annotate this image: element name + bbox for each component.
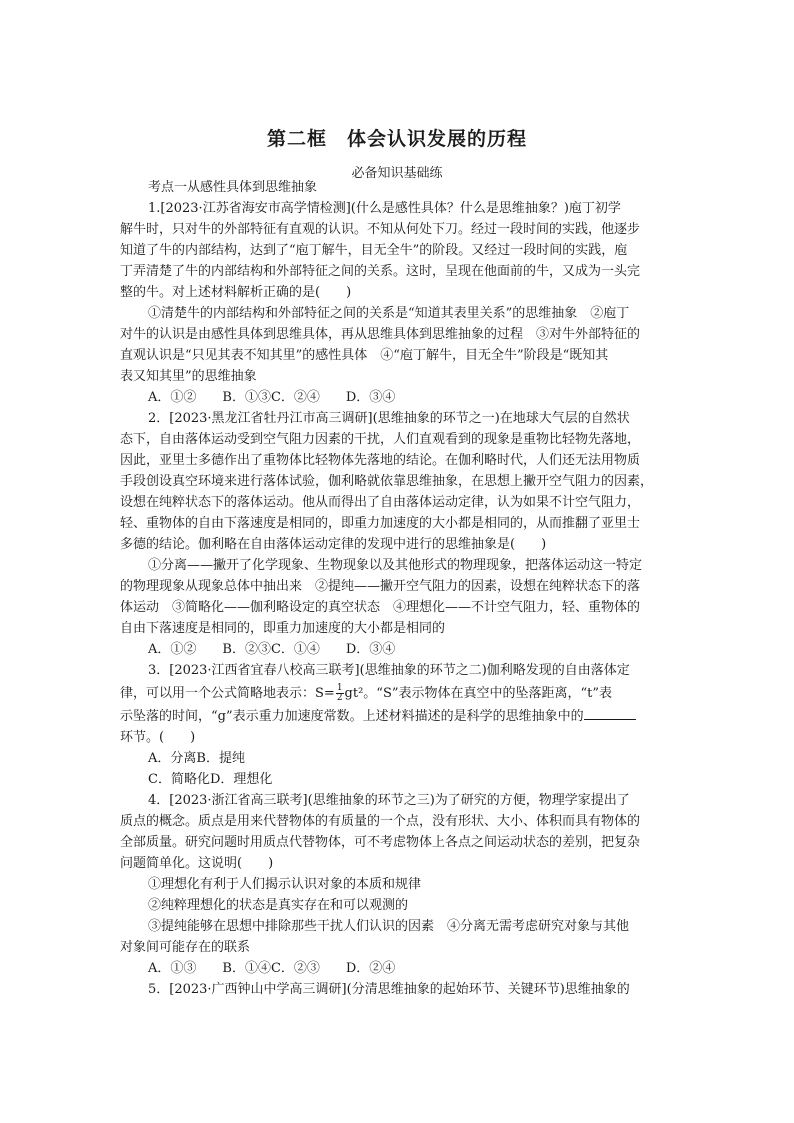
q1-line-3: 知道了牛的内部结构，达到了“庖丁解牛，目无全牛”的阶段。又经过一段时间的实践，庖: [120, 243, 628, 258]
q4-choices: A．①③ B．①④C．②③ D．②④: [148, 961, 396, 976]
q3-line-2-end: gt²。“S”表示物体在真空中的坠落距离，“t”表: [344, 686, 613, 701]
q2-line-2: 态下，自由落体运动受到空气阻力因素的干扰，人们直观看到的现象是重物比轻物先落地，: [120, 432, 641, 447]
q2-line-3: 因此，亚里士多德作出了重物体比轻物体先落地的结论。在伽利略时代，人们还无法用物质: [120, 453, 641, 468]
q2-line-6: 轻、重物体的自由下落速度是相同的，即重力加速度的大小都是相同的，从而推翻了亚里士: [120, 516, 641, 531]
q4-line-2: 质点的概念。质点是用来代替物体的有质量的一个点，没有形状、大小、体积而具有物体的: [120, 814, 641, 829]
q1-option-line-2: 对牛的认识是由感性具体到思维具体，再从思维具体到思维抽象的过程 ③对牛外部特征的: [120, 327, 641, 342]
q4-line-1: 4．[2023·浙江省高三联考](思维抽象的环节之三)为了研究的方便，物理学家提出了: [148, 793, 630, 808]
q2-option-line-4: 自由下落速度是相同的，即重力加速度的大小都是相同的: [120, 621, 446, 636]
q4-line-4: 问题简单化。这说明( ): [120, 856, 274, 871]
q2-line-4: 手段创设真空环境来进行落体试验，伽利略就依靠思维抽象，在思想上撇开空气阻力的因素，: [120, 474, 654, 489]
q2-option-line-2: 的物理现象从现象总体中抽出来 ②提纯——撇开空气阻力的因素，设想在纯粹状态下的落: [120, 579, 641, 594]
q2-line-1: 2．[2023·黑龙江省牡丹江市高三调研](思维抽象的环节之一)在地球大气层的自然状: [148, 411, 630, 426]
q3-line-3-text: 示坠落的时间，“g”表示重力加速度常数。上述材料描述的是科学的思维抽象中的: [120, 709, 584, 724]
q1-option-line-4: 表又知其里”的思维抽象: [120, 369, 257, 384]
q2-line-7: 多德的结论。伽利略在自由落体运动定律的发现中进行的思维抽象是( ): [120, 537, 547, 552]
answer-blank: [584, 707, 636, 720]
q1-line-1: 1.[2023·江苏省海安市高学情检测](什么是感性具体？什么是思维抽象？)庖丁初学: [148, 201, 621, 216]
section-heading: 考点一从感性具体到思维抽象: [148, 180, 318, 195]
q1-option-line-3: 直观认识是“只见其表不知其里”的感性具体 ④“庖丁解牛，目无全牛”阶段是“既知其: [120, 348, 609, 363]
page-subtitle: 必备知识基础练: [351, 166, 443, 181]
q1-line-5: 整的牛。对上述材料解析正确的是( ): [120, 285, 352, 300]
q4-option-line-3: ③提纯能够在思想中排除那些干扰人们认识的因素 ④分离无需考虑研究对象与其他: [148, 919, 630, 934]
q2-line-5: 设想在纯粹状态下的落体运动。他从而得出了自由落体运动定律，认为如果不计空气阻力，: [120, 495, 641, 510]
page-title: 第二框 体会认识发展的历程: [266, 128, 527, 150]
q3-line-4: 环节。( ): [120, 730, 196, 745]
q3-choices-2: C．简略化D．理想化: [148, 772, 273, 787]
q5-line-1: 5．[2023·广西钟山中学高三调研](分清思维抽象的起始环节、关键环节)思维抽象的: [148, 982, 630, 997]
q1-line-2: 解牛时，只对牛的外部特征有直观的认识。不知从何处下刀。经过一段时间的实践，他逐步: [120, 222, 641, 237]
q3-line-3: [120, 707, 676, 727]
q2-choices: A．①② B．②③C．①④ D．③④: [148, 642, 396, 657]
fraction-numerator: 1: [336, 683, 343, 693]
q3-choices-1: A．分离B．提纯: [148, 751, 245, 766]
q3-line-2: [120, 684, 676, 704]
q1-line-4: 丁弄清楚了牛的内部结构和外部特征之间的关系。这时，呈现在他面前的牛，又成为一头完: [120, 264, 641, 279]
fraction-denominator: 2: [336, 693, 343, 703]
q2-option-line-3: 体运动 ③简略化——伽利略设定的真空状态 ④理想化——不计空气阻力，轻、重物体的: [120, 600, 641, 615]
q3-line-2-start: 律，可以用一个公式简略地表示：S=: [120, 686, 335, 701]
q4-option-line-4: 对象间可能存在的联系: [120, 940, 251, 955]
q2-option-line-1: ①分离——撇开了化学现象、生物现象以及其他形式的物理现象，把落体运动这一特定: [148, 558, 643, 573]
fraction-one-half: [336, 684, 344, 703]
q1-option-line-1: ①清楚牛的内部结构和外部特征之间的关系是“知道其表里关系”的思维抽象 ②庖丁: [148, 306, 630, 321]
q4-line-3: 全部质量。研究问题时用质点代替物体，可不考虑物体上各点之间运动状态的差别，把复杂: [120, 835, 641, 850]
q1-choices: A．①② B．①③C．②④ D．③④: [148, 390, 396, 405]
q4-option-line-2: ②纯粹理想化的状态是真实存在和可以观测的: [148, 898, 409, 913]
q4-option-line-1: ①理想化有利于人们揭示认识对象的本质和规律: [148, 877, 422, 892]
q3-line-1: 3．[2023·江西省宜春八校高三联考](思维抽象的环节之二)伽利略发现的自由落体定: [148, 663, 630, 678]
